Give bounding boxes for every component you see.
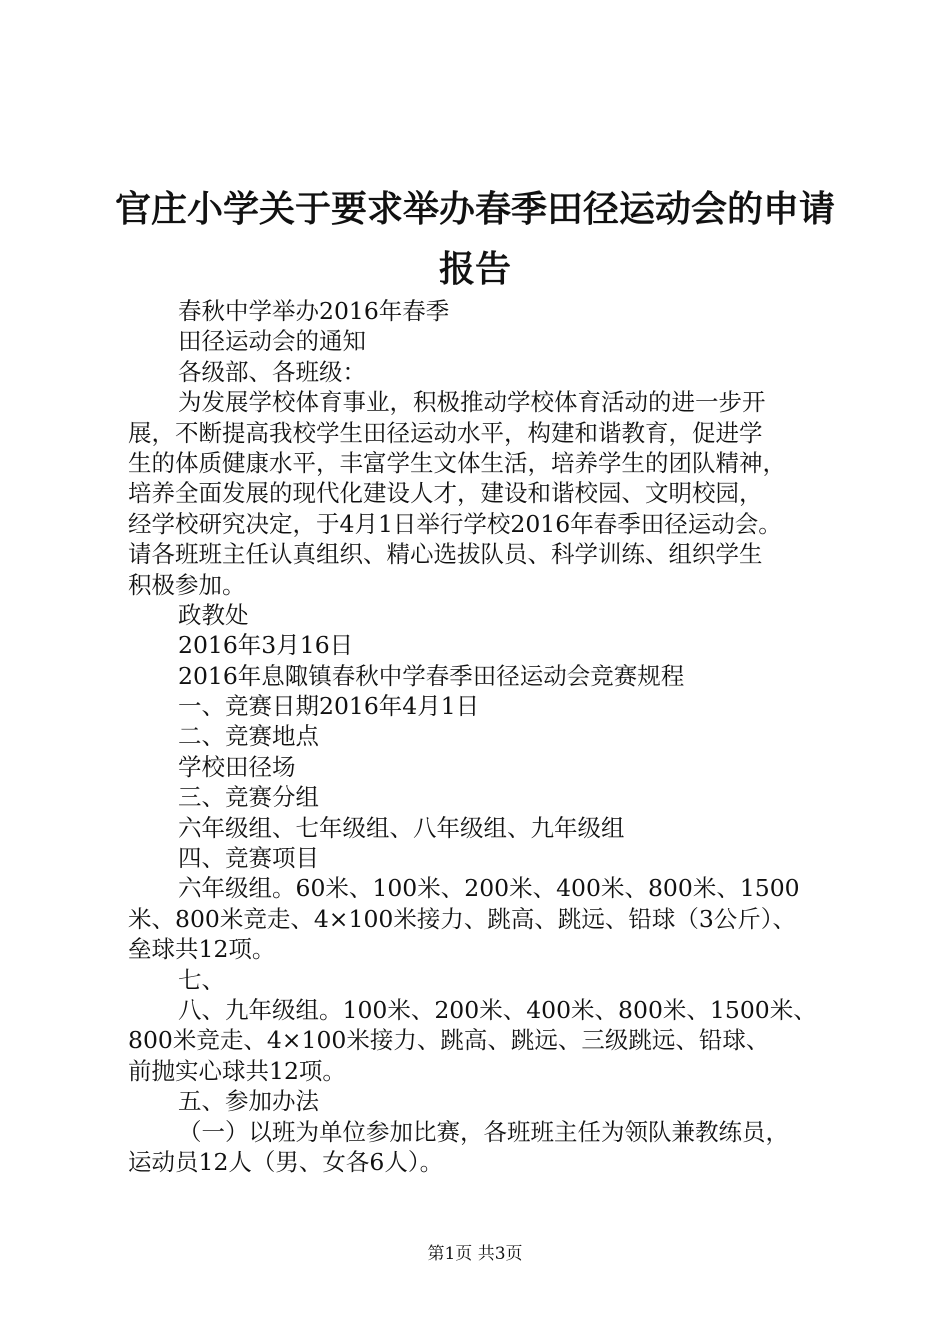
body-line: 一、竞赛日期2016年4月1日 (178, 692, 480, 721)
page-footer: 第1页 共3页 (427, 1244, 523, 1264)
body-line: 垒球共12项。 (128, 935, 276, 964)
body-line: 田径运动会的通知 (178, 327, 366, 356)
body-line: 各级部、各班级： (178, 357, 366, 386)
body-line: 米、800米竞走、4×100米接力、跳高、跳远、铅球（3公斤）、 (128, 904, 797, 933)
body-line: 经学校研究决定，于4月1日举行学校2016年春季田径运动会。 (128, 509, 782, 538)
body-line: 展，不断提高我校学生田径运动水平，构建和谐教育，促进学 (128, 418, 763, 447)
body-line: 四、竞赛项目 (178, 844, 319, 873)
body-line: 为发展学校体育事业，积极推动学校体育活动的进一步开 (178, 388, 766, 417)
body-line: 七、 (178, 965, 225, 994)
body-line: 六年级组、七年级组、八年级组、九年级组 (178, 813, 625, 842)
body-line: 五、参加办法 (178, 1087, 319, 1116)
body-line: 积极参加。 (128, 570, 246, 599)
document-title-line-2: 报告 (438, 249, 511, 290)
body-line: 2016年息陬镇春秋中学春季田径运动会竞赛规程 (178, 661, 685, 690)
body-line: 六年级组。60米、100米、200米、400米、800米、1500 (178, 874, 800, 903)
body-line: 春秋中学举办2016年春季 (178, 297, 450, 325)
document-title-line-1: 官庄小学关于要求举办春季田径运动会的申请 (114, 189, 835, 230)
body-line: 前抛实心球共12项。 (128, 1056, 346, 1085)
body-line: 生的体质健康水平，丰富学生文体生活，培养学生的团队精神， (128, 448, 786, 477)
document-body (128, 296, 840, 1177)
body-line: 培养全面发展的现代化建设人才，建设和谐校园、文明校园， (128, 479, 763, 508)
body-line: （一）以班为单位参加比赛，各班班主任为领队兼教练员， (178, 1117, 789, 1146)
body-line: 政教处 (178, 600, 249, 629)
body-line: 三、竞赛分组 (178, 783, 319, 812)
body-line: 请各班班主任认真组织、精心选拔队员、科学训练、组织学生 (128, 540, 763, 569)
body-line: 学校田径场 (178, 752, 296, 781)
body-line: 二、竞赛地点 (178, 722, 319, 751)
body-line: 800米竞走、4×100米接力、跳高、跳远、三级跳远、铅球、 (128, 1026, 770, 1055)
body-line: 八、九年级组。100米、200米、400米、800米、1500米、 (178, 995, 817, 1024)
body-line: 2016年3月16日 (178, 631, 354, 660)
body-line: 运动员12人（男、女各6人）。 (128, 1147, 444, 1176)
